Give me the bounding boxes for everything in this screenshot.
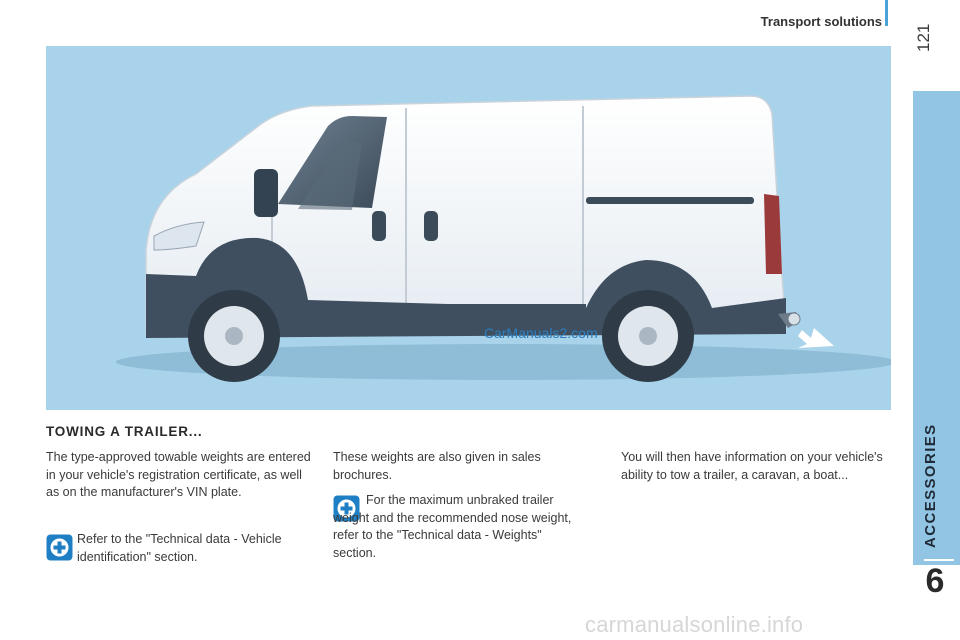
tow-bar-pointer-arrow [798,328,834,348]
sliding-door-handle [424,211,438,241]
chapter-tab-divider [924,559,954,561]
column-1-paragraph: The type-approved towable weights are entered in your vehicle's registration certificate, as well as on the manufacturer's VIN plate. [46,450,311,499]
van-drawing [46,46,891,410]
page-number: 121 [914,23,933,52]
column-1-note: Refer to the "Technical data - Vehicle identification" section. [77,532,282,564]
rear-wheel [602,290,694,382]
chapter-number: 6 [925,562,945,600]
footer-watermark-url: carmanualsonline.info [585,612,804,637]
tow-ball [788,313,800,325]
side-protection-strip [326,304,586,316]
sliding-door-rail [586,197,754,204]
chapter-tab-label: ACCESSORIES [922,423,939,548]
front-wheel [188,290,280,382]
van-illustration [46,46,891,410]
side-mirror [254,169,278,217]
column-2-paragraph: These weights are also given in sales brochures. [333,450,541,482]
watermark-text: CarManuals2.com [484,325,598,341]
column-2-note: For the maximum unbraked trailer weight and the recommended nose weight, refer to the "Technical data - Weights" section. [333,493,572,560]
tail-light [764,194,782,274]
running-header: Transport solutions [760,14,882,29]
column-3-paragraph: You will then have information on your vehicle's ability to tow a trailer, a caravan, a boat... [621,450,883,482]
cab-door-handle [372,211,386,241]
header-accent-bar [885,0,888,26]
plus-info-icon [46,534,73,561]
section-heading: TOWING A TRAILER... [46,424,203,439]
